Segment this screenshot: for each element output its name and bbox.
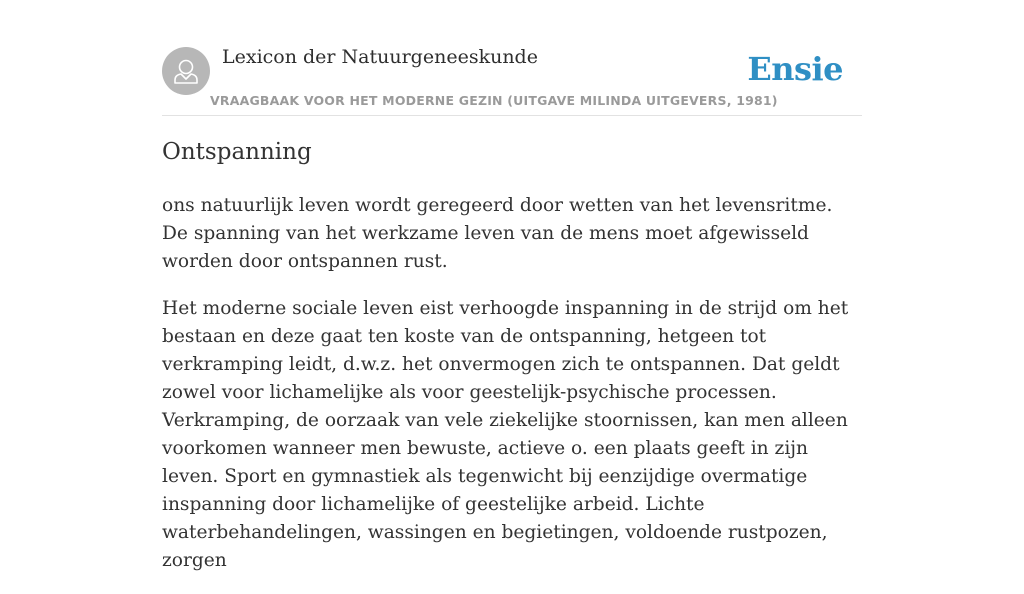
- ensie-logo[interactable]: Ensie: [747, 50, 843, 88]
- source-title-link[interactable]: Lexicon der Natuurgeneeskunde: [222, 46, 538, 68]
- source-header: [162, 0, 862, 116]
- article-title: Ontspanning: [162, 139, 312, 165]
- article-paragraph: Het moderne sociale leven eist verhoogde inspanning in de strijd om het bestaan en deze gaat ten koste van de ontspanning, hetgeen tot verkramping leidt, d.w.z. het onvermogen zich te ontspannen. Dat geldt zowel voor lichamelijke als voor geestelijk-psychische processen. Verkramping, de oorzaak van vele ziekelijke stoornissen, kan men alleen voorkomen wanneer men bewuste, actieve o. een plaats geeft in zijn leven. Sport en gymnastiek als tegenwicht bij eenzijdige overmatige inspanning door lichamelijke of geestelijke arbeid. Lichte waterbehandelingen, wassingen en begietingen, voldoende rustpozen, zorgen: [162, 298, 849, 571]
- article-paragraph: ons natuurlijk leven wordt geregeerd door wetten van het levensritme. De spanning van het werkzame leven van de mens moet afgewisseld worden door ontspannen rust.: [162, 195, 833, 272]
- article-body: [162, 192, 862, 594]
- page: [162, 0, 862, 571]
- user-silhouette-icon: [162, 47, 210, 95]
- source-avatar[interactable]: [162, 47, 210, 95]
- source-subtitle: VRAAGBAAK VOOR HET MODERNE GEZIN (UITGAVE MILINDA UITGEVERS, 1981): [210, 93, 778, 108]
